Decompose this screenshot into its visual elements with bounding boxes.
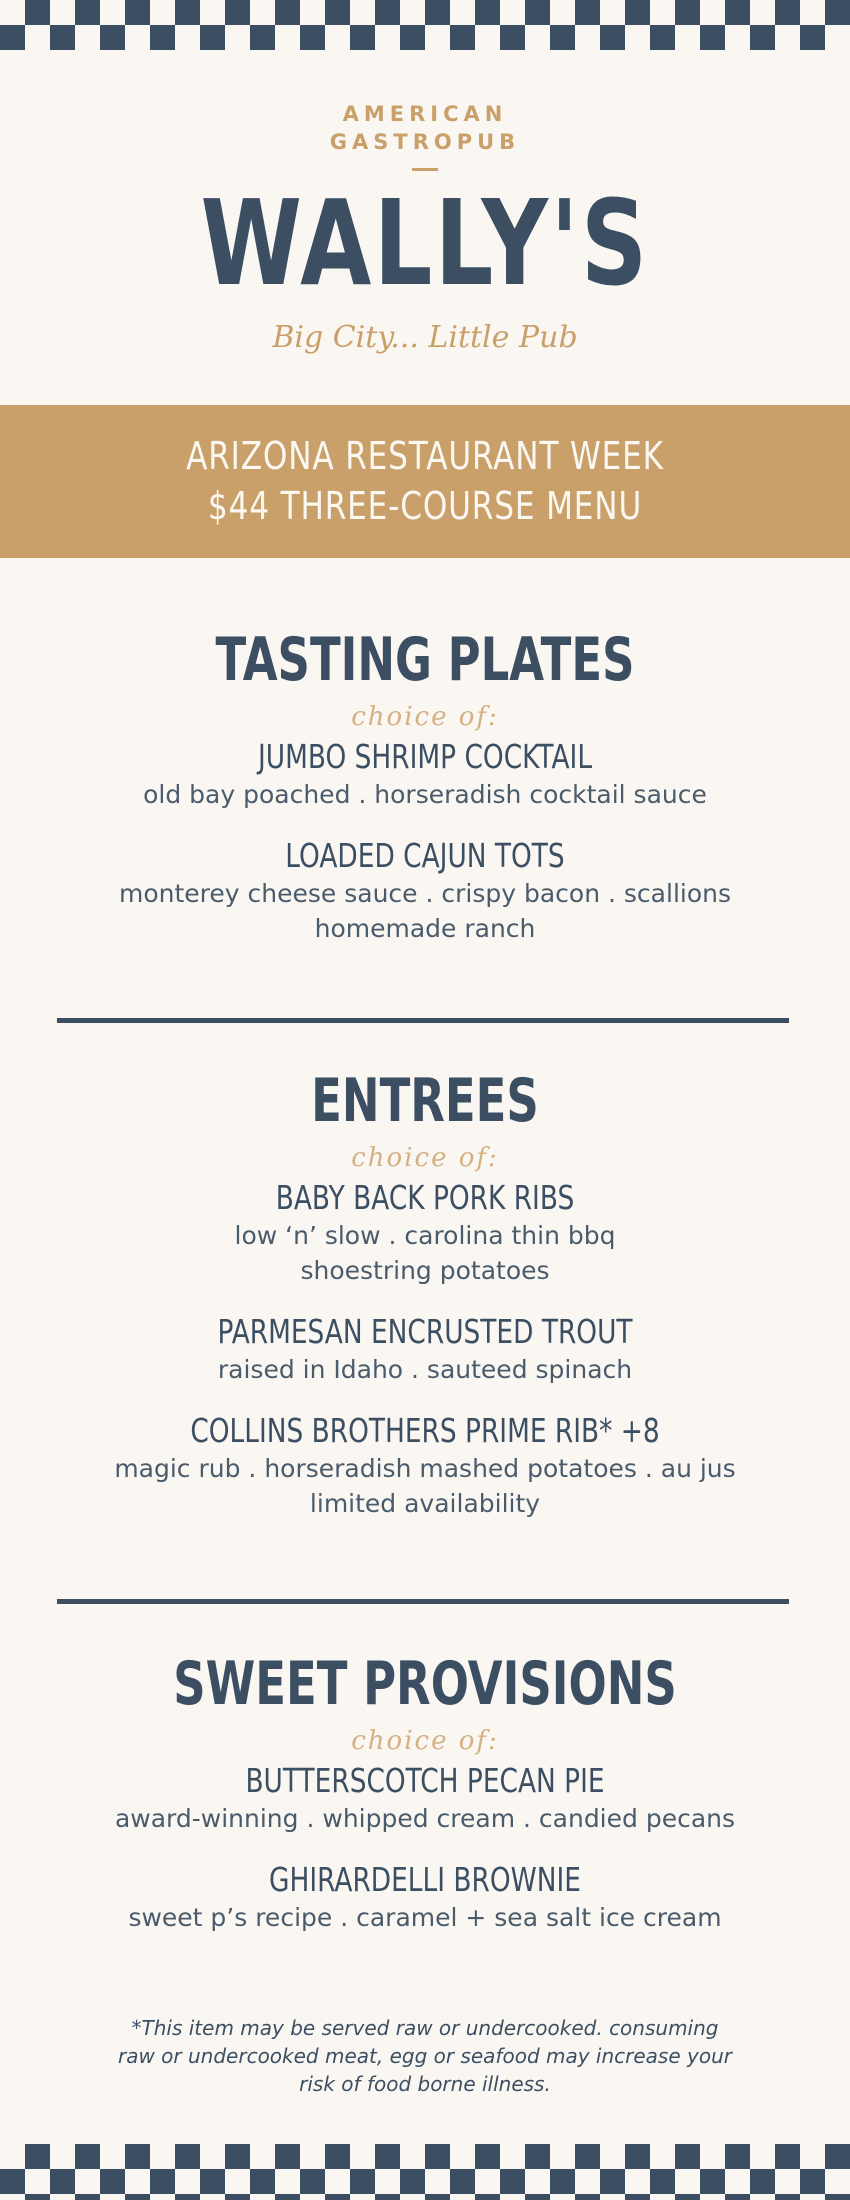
menu-item [0, 1312, 850, 1387]
menu-item-desc: old bay poached . horseradish cocktail sauce [143, 780, 707, 809]
menu-item [0, 737, 850, 812]
food-safety-disclaimer [100, 2014, 750, 2098]
menu-item-name: COLLINS BROTHERS PRIME RIB* +8 [190, 1411, 660, 1450]
disclaimer-line: risk of food borne illness. [299, 2072, 551, 2096]
section-title: SWEET PROVISIONS [173, 1649, 677, 1719]
logo-dash [412, 168, 438, 171]
menu-item-desc: homemade ranch [314, 914, 536, 943]
menu-item-desc: award-winning . whipped cream . candied pecans [114, 1804, 736, 1833]
checkered-border-top [0, 0, 850, 50]
banner-line-1: ARIZONA RESTAURANT WEEK [186, 434, 664, 478]
menu-item-desc: sweet p’s recipe . caramel + sea salt ice cream [128, 1903, 722, 1932]
disclaimer-line: raw or undercooked meat, egg or seafood may increase your [117, 2044, 732, 2068]
menu-item [0, 1411, 850, 1521]
section-entrees [0, 1064, 850, 1521]
logo-subtitle [0, 100, 850, 156]
section-divider [57, 1018, 789, 1023]
menu-item-name: JUMBO SHRIMP COCKTAIL [257, 737, 593, 776]
section-divider [57, 1599, 789, 1604]
section-tasting-plates [0, 623, 850, 946]
disclaimer-line: *This item may be served raw or undercooked. consuming [131, 2016, 719, 2040]
choice-of-label: choice of: [351, 1143, 499, 1173]
menu-item [0, 836, 850, 946]
section-sweet-provisions [0, 1647, 850, 1935]
menu-item-name: BUTTERSCOTCH PECAN PIE [245, 1761, 605, 1800]
banner-line-2: $44 THREE-COURSE MENU [207, 484, 643, 528]
logo-wordmark: WALLY'S [200, 174, 650, 312]
menu-item-desc: shoestring potatoes [300, 1256, 550, 1285]
menu-item-desc: monterey cheese sauce . crispy bacon . scallions [119, 879, 731, 908]
menu-item-name: PARMESAN ENCRUSTED TROUT [217, 1312, 633, 1351]
menu-item-name: LOADED CAJUN TOTS [285, 836, 565, 875]
menu-item-desc: raised in Idaho . sauteed spinach [217, 1355, 633, 1384]
checkered-border-bottom [0, 2144, 850, 2200]
logo-subtitle-line1: AMERICAN [342, 102, 508, 126]
choice-of-label: choice of: [351, 702, 499, 732]
logo-tagline: Big City... Little Pub [272, 320, 578, 355]
menu-item-desc: low ‘n’ slow . carolina thin bbq [234, 1221, 616, 1250]
menu-item [0, 1178, 850, 1288]
section-title: ENTREES [311, 1066, 539, 1136]
menu-item [0, 1761, 850, 1836]
menu-item-desc: limited availability [309, 1489, 541, 1518]
menu-item [0, 1860, 850, 1935]
choice-of-label: choice of: [351, 1726, 499, 1756]
promo-banner [0, 405, 850, 558]
logo-subtitle-line2: GASTROPUB [329, 130, 521, 154]
menu-item-name: GHIRARDELLI BROWNIE [269, 1860, 581, 1899]
menu-item-name: BABY BACK PORK RIBS [275, 1178, 575, 1217]
menu-item-desc: magic rub . horseradish mashed potatoes . au jus [114, 1454, 736, 1483]
section-title: TASTING PLATES [215, 625, 635, 695]
